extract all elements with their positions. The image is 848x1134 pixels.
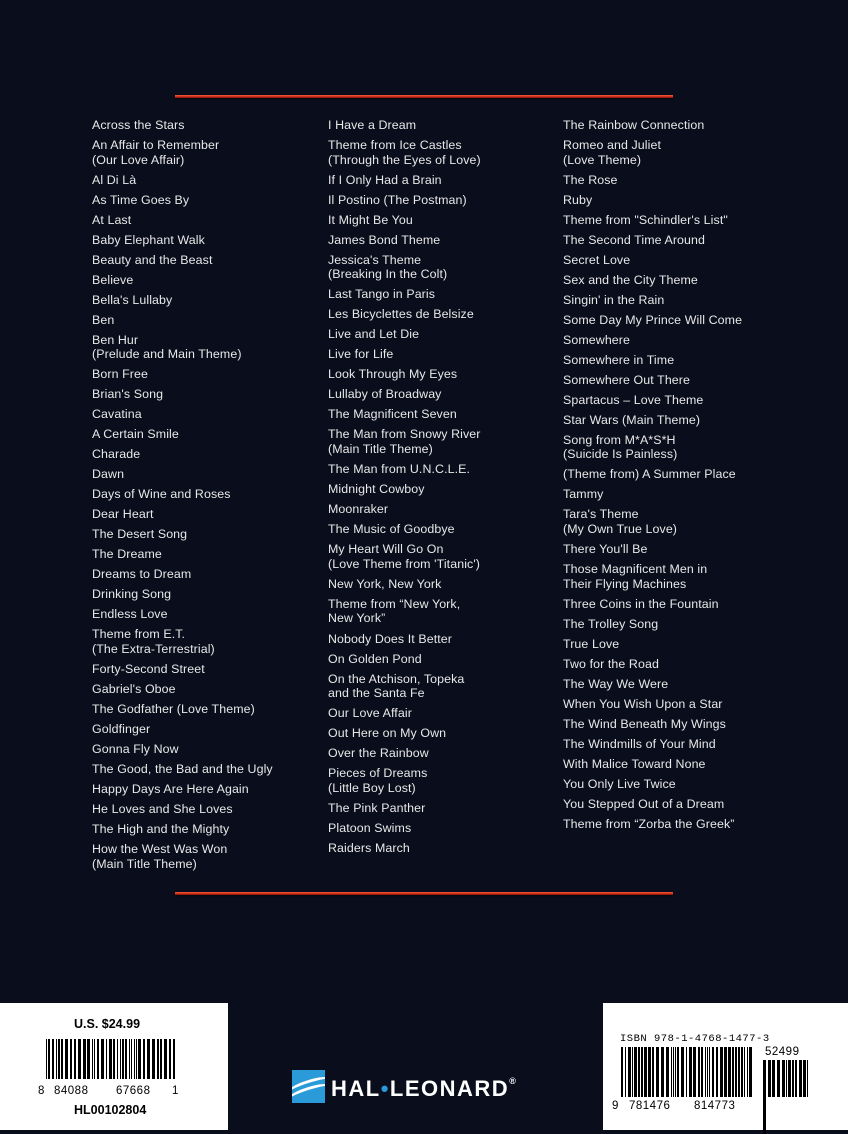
barcode-bar (65, 1039, 68, 1079)
song-title-line: Nobody Does It Better (328, 631, 453, 646)
song-title-line: Charade (92, 447, 141, 462)
barcode-bar (138, 1039, 141, 1079)
song-title-line: (Love Theme) (563, 152, 642, 167)
barcode-bar (628, 1047, 631, 1097)
barcode-bar (97, 1039, 99, 1079)
upc-digit-first: 8 (38, 1085, 45, 1097)
barcode-bar (709, 1047, 710, 1097)
song-title-line: Drinking Song (92, 587, 172, 602)
song-title-line: The Music of Goodbye (328, 522, 455, 537)
song-title-line: Romeo and Juliet (563, 138, 662, 152)
song-title-line: The Desert Song (92, 527, 188, 542)
barcode-bar (632, 1047, 633, 1097)
barcode-bar (799, 1060, 802, 1097)
song-title-line: (Main Title Theme) (92, 856, 197, 871)
upc-digits-group2: 67668 (116, 1085, 151, 1097)
song-title-line: On Golden Pond (328, 651, 422, 666)
song-title-line: Dreams to Dream (92, 567, 192, 582)
song-title-line: Those Magnificent Men in (563, 562, 708, 577)
isbn-barcode-panel (603, 1003, 848, 1130)
song-title-line: Moonraker (328, 502, 389, 517)
barcode-bar (61, 1039, 63, 1079)
song-title-line: At Last (92, 212, 132, 227)
song-title-line: Somewhere (563, 332, 631, 347)
song-title-line: You Stepped Out of a Dream (563, 796, 725, 811)
song-title-line: (Little Boy Lost) (328, 780, 416, 795)
barcode-bar (768, 1060, 771, 1097)
song-title-line: Theme from Ice Castles (328, 138, 462, 152)
song-title-line: Two for the Road (563, 656, 659, 671)
song-title-line: The Godfather (Love Theme) (92, 702, 255, 717)
song-title-line: The Windmills of Your Mind (563, 736, 716, 751)
song-title-line: (Love Theme from 'Titanic') (328, 556, 481, 571)
logo-registered-mark: ® (509, 1076, 516, 1086)
logo-part2: LEONARD (389, 1076, 510, 1101)
barcode-bar (677, 1047, 679, 1097)
song-title-line: Over the Rainbow (328, 746, 429, 761)
barcode-bar (92, 1039, 93, 1079)
barcode-bar (106, 1039, 107, 1079)
song-title-line: Brian's Song (92, 387, 164, 402)
barcode-bar (772, 1060, 775, 1097)
song-title-line: Dawn (92, 467, 125, 482)
barcode-bar (78, 1039, 81, 1079)
addon-digits: 52499 (765, 1046, 800, 1058)
barcode-bar (129, 1039, 130, 1079)
song-title-line: Tammy (563, 487, 604, 502)
barcode-bar (644, 1047, 647, 1097)
barcode-bar (109, 1039, 112, 1079)
song-title-line: Ruby (563, 192, 593, 207)
barcode-bar (634, 1047, 637, 1097)
isbn-digit-first: 9 (612, 1100, 619, 1112)
barcode-bar (157, 1039, 159, 1079)
song-title-line: Midnight Cowboy (328, 482, 425, 497)
isbn-digits-group2: 814773 (694, 1100, 736, 1112)
song-title-line: New York” (328, 611, 386, 626)
barcode-bar (164, 1039, 167, 1079)
song-title-line: Gonna Fly Now (92, 742, 179, 757)
barcode-bar (143, 1039, 145, 1079)
price-label: U.S. $24.99 (74, 1017, 141, 1031)
barcode-bar (741, 1047, 743, 1097)
barcode-bar (720, 1047, 723, 1097)
barcode-bar (689, 1047, 692, 1097)
song-title-line: (Breaking In the Colt) (328, 267, 448, 282)
song-title-line: The Rose (563, 172, 618, 187)
hal-leonard-wordmark (331, 1076, 516, 1102)
isbn-addon-barcode (763, 1060, 813, 1097)
song-title-line: A Certain Smile (92, 427, 179, 442)
barcode-bar (671, 1047, 672, 1097)
song-title-line: The Man from U.N.C.L.E. (328, 462, 471, 477)
song-title-line: and the Santa Fe (328, 686, 425, 701)
barcode-bar (48, 1039, 50, 1079)
song-title-line: (Through the Eyes of Love) (328, 152, 481, 167)
song-title-line: Lullaby of Broadway (328, 387, 442, 402)
song-title-line: My Heart Will Go On (328, 542, 444, 557)
song-title-line: The Magnificent Seven (328, 407, 457, 422)
song-title-line: James Bond Theme (328, 232, 441, 247)
hal-leonard-logo (292, 1070, 552, 1106)
song-title-line: Our Love Affair (328, 706, 412, 721)
barcode-bar (732, 1047, 734, 1097)
barcode-bar (735, 1047, 737, 1097)
song-title-line: The Rainbow Connection (563, 118, 705, 132)
logo-part1: HAL (331, 1076, 381, 1101)
upc-barcode (46, 1039, 178, 1079)
barcode-bar (705, 1047, 706, 1097)
barcode-bar (795, 1060, 797, 1097)
logo-dot: • (380, 1076, 390, 1101)
song-title-line: Cavatina (92, 407, 142, 422)
upc-digits-group1: 84088 (54, 1085, 89, 1097)
song-title-line: Born Free (92, 367, 148, 382)
song-title-line: Song from M*A*S*H (563, 432, 676, 447)
barcode-bar (94, 1039, 95, 1079)
song-title-line: (Prelude and Main Theme) (92, 347, 242, 362)
barcode-bar (648, 1047, 651, 1097)
barcode-bar (803, 1060, 806, 1097)
song-title-line: The Trolley Song (563, 616, 659, 631)
song-title-line: Star Wars (Main Theme) (563, 412, 701, 427)
barcode-bar (625, 1047, 626, 1097)
barcode-bar (693, 1047, 696, 1097)
song-title-line: Look Through My Eyes (328, 367, 458, 382)
song-title-line: Baby Elephant Walk (92, 232, 205, 247)
isbn-barcode (621, 1047, 753, 1097)
song-title-line: With Malice Toward None (563, 756, 706, 771)
barcode-bar (131, 1039, 132, 1079)
song-title-line: Goldfinger (92, 722, 151, 737)
barcode-bar (807, 1060, 808, 1097)
price-barcode-panel (0, 1003, 228, 1130)
song-title-line: The Way We Were (563, 676, 669, 691)
song-title-line: The Dreame (92, 547, 162, 562)
song-title-line: Somewhere Out There (563, 372, 691, 387)
song-title-line: (Theme from) A Summer Place (563, 467, 736, 482)
song-title-line: (My Own True Love) (563, 522, 678, 537)
barcode-bar (152, 1039, 155, 1079)
song-title-line: Their Flying Machines (563, 576, 687, 591)
upc-digit-last: 1 (172, 1085, 179, 1097)
barcode-bar (58, 1039, 60, 1079)
song-title-line: (The Extra-Terrestrial) (92, 642, 215, 657)
barcode-bar (763, 1060, 766, 1097)
barcode-bar (147, 1039, 150, 1079)
song-title-line: Days of Wine and Roses (92, 487, 231, 502)
barcode-bar (56, 1039, 57, 1079)
song-title-line: Happy Days Are Here Again (92, 782, 249, 797)
barcode-bar (125, 1039, 127, 1079)
song-title-line: Somewhere in Time (563, 352, 675, 367)
song-title-line: He Loves and She Loves (92, 802, 233, 817)
song-title-line: Il Postino (The Postman) (328, 192, 467, 207)
barcode-bar (134, 1039, 135, 1079)
song-title-line: (Our Love Affair) (92, 152, 185, 167)
barcode-bar (681, 1047, 684, 1097)
song-title-line: Endless Love (92, 607, 168, 622)
barcode-bar (83, 1039, 86, 1079)
barcode-bar (675, 1047, 676, 1097)
song-title-line: Tara's Theme (563, 507, 639, 522)
isbn-digits-group1: 781476 (629, 1100, 671, 1112)
song-title-line: (Suicide Is Painless) (563, 447, 678, 462)
product-code: HL00102804 (74, 1103, 147, 1117)
song-title-line: When You Wish Upon a Star (563, 696, 723, 711)
song-title-line: Secret Love (563, 252, 631, 267)
song-title-line: If I Only Had a Brain (328, 172, 442, 187)
song-title-line: Theme from “New York, (328, 596, 461, 611)
barcode-bar (52, 1039, 54, 1079)
barcode-bar (698, 1047, 700, 1097)
barcode-bar (749, 1047, 752, 1097)
barcode-bar (763, 1097, 766, 1134)
song-title-line: Ben (92, 312, 115, 327)
barcode-bar (101, 1039, 104, 1079)
song-title-line: You Only Live Twice (563, 776, 676, 791)
song-title-line: There You'll Be (563, 542, 648, 557)
song-title-line: Last Tango in Paris (328, 287, 436, 302)
bottom-divider-rule (175, 892, 673, 895)
song-title-line: Spartacus – Love Theme (563, 392, 704, 407)
song-title-line: Gabriel's Oboe (92, 682, 176, 697)
song-title-line: Believe (92, 272, 134, 287)
barcode-bar (160, 1039, 162, 1079)
barcode-bar (638, 1047, 640, 1097)
song-title-line: Raiders March (328, 840, 410, 855)
song-title-line: Theme from “Zorba the Greek” (563, 816, 735, 831)
song-title-line: It Might Be You (328, 212, 413, 227)
song-title-line: As Time Goes By (92, 192, 190, 207)
barcode-bar (656, 1047, 659, 1097)
song-title-line: An Affair to Remember (92, 138, 220, 152)
barcode-bar (724, 1047, 727, 1097)
barcode-bar (136, 1039, 137, 1079)
song-title-line: The Wind Beneath My Wings (563, 716, 726, 731)
barcode-bar (621, 1047, 623, 1097)
song-title-line: Across the Stars (92, 118, 185, 132)
song-title-line: Jessica's Theme (328, 252, 422, 267)
barcode-bar (87, 1039, 90, 1079)
song-title-line: Some Day My Prince Will Come (563, 312, 743, 327)
barcode-bar (777, 1060, 780, 1097)
barcode-bar (122, 1039, 124, 1079)
barcode-bar (666, 1047, 669, 1097)
barcode-bar (173, 1039, 175, 1079)
barcode-bar (169, 1039, 171, 1079)
song-title-line: The Good, the Bad and the Ugly (92, 762, 273, 777)
barcode-bar (716, 1047, 718, 1097)
barcode-bar (792, 1060, 794, 1097)
song-title-line: Live and Let Die (328, 327, 420, 342)
barcode-bar (120, 1039, 121, 1079)
barcode-bar (747, 1047, 748, 1097)
barcode-bar (728, 1047, 731, 1097)
song-title-line: Les Bicyclettes de Belsize (328, 307, 474, 322)
barcode-bar (673, 1047, 674, 1097)
barcode-bar (113, 1039, 115, 1079)
barcode-bar (117, 1039, 118, 1079)
top-divider-rule (175, 95, 673, 98)
song-title-line: (Main Title Theme) (328, 442, 433, 457)
song-title-line: The Man from Snowy River (328, 427, 481, 442)
song-title-line: Forty-Second Street (92, 662, 205, 677)
barcode-bar (782, 1060, 785, 1097)
song-title-line: Singin' in the Rain (563, 292, 665, 307)
song-title-line: Pieces of Dreams (328, 766, 428, 781)
barcode-bar (70, 1039, 72, 1079)
song-title-line: Live for Life (328, 347, 394, 362)
barcode-bar (786, 1060, 787, 1097)
song-title-line: Out Here on My Own (328, 726, 447, 741)
barcode-bar (707, 1047, 708, 1097)
song-title-line: Ben Hur (92, 332, 139, 347)
song-title-line: Bella's Lullaby (92, 292, 173, 307)
song-title-line: The Second Time Around (563, 232, 706, 247)
song-title-line: Sex and the City Theme (563, 272, 698, 287)
barcode-bar (738, 1047, 740, 1097)
isbn-label: ISBN 978-1-4768-1477-3 (620, 1033, 770, 1045)
song-title-line: On the Atchison, Topeka (328, 671, 465, 686)
song-title-line: The Pink Panther (328, 800, 426, 815)
song-title-line: Beauty and the Beast (92, 252, 213, 267)
barcode-bar (788, 1060, 791, 1097)
barcode-bar (641, 1047, 643, 1097)
song-title-line: Dear Heart (92, 507, 154, 522)
barcode-bar (712, 1047, 714, 1097)
song-title-line: Three Coins in the Fountain (563, 596, 719, 611)
barcode-bar (744, 1047, 745, 1097)
song-title-line: The High and the Mighty (92, 822, 230, 837)
hal-leonard-logo-mark-icon (292, 1070, 325, 1103)
barcode-bar (46, 1039, 47, 1079)
song-title-line: True Love (563, 636, 620, 651)
song-title-line: Theme from E.T. (92, 627, 186, 642)
song-title-line: New York, New York (328, 576, 442, 591)
barcode-bar (686, 1047, 687, 1097)
song-title-line: Al Di Là (92, 172, 137, 187)
barcode-bar (74, 1039, 76, 1079)
song-title-line: Platoon Swims (328, 820, 412, 835)
song-title-line: How the West Was Won (92, 842, 228, 857)
barcode-bar (652, 1047, 654, 1097)
barcode-bar (701, 1047, 703, 1097)
barcode-bar (661, 1047, 664, 1097)
song-title-line: I Have a Dream (328, 118, 417, 132)
song-title-line: Theme from "Schindler's List" (563, 212, 728, 227)
